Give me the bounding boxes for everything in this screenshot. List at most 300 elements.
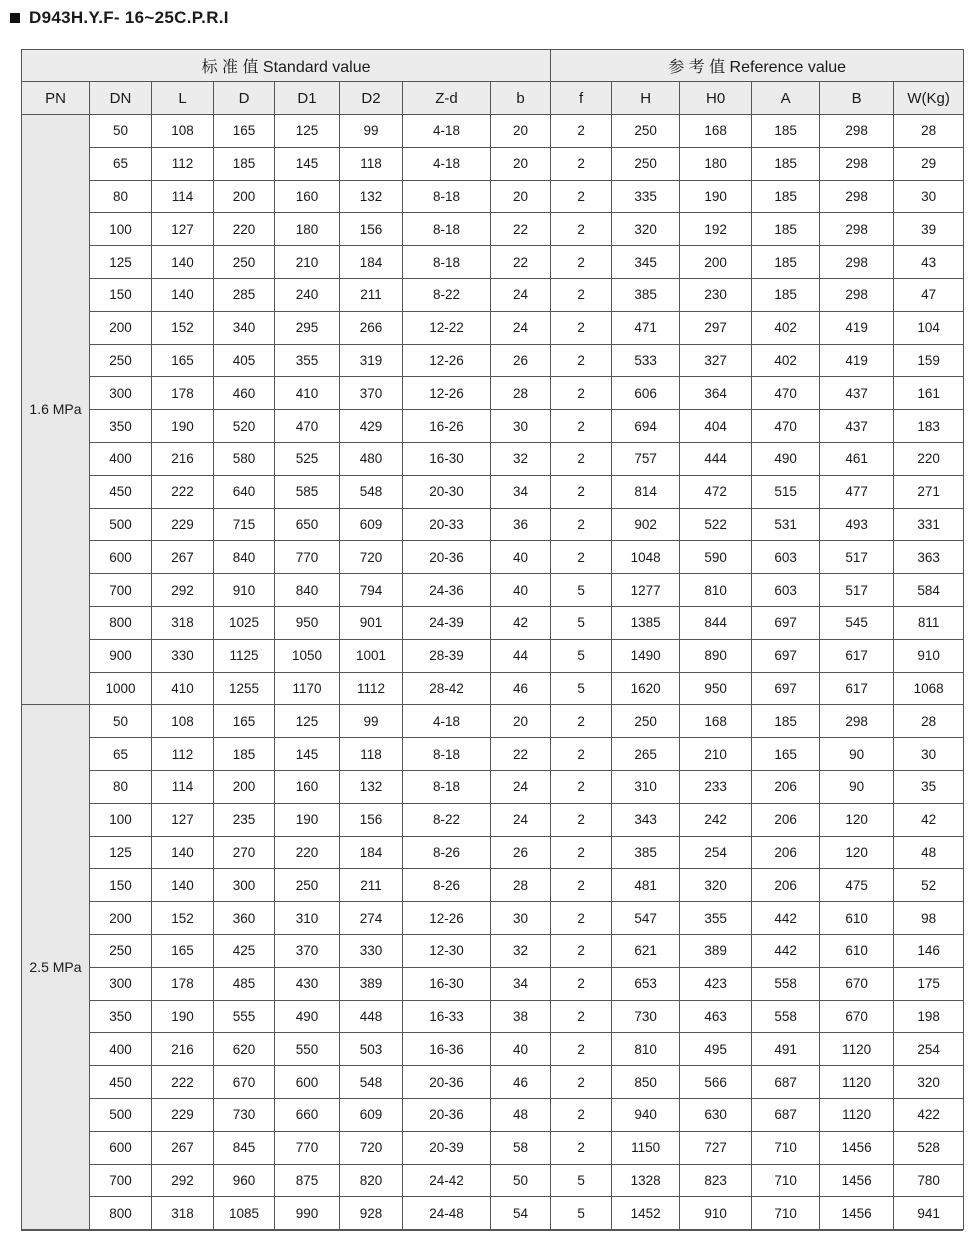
table-cell: 161 (894, 377, 964, 410)
table-cell: 250 (612, 147, 680, 180)
table-cell: 168 (680, 115, 752, 148)
table-cell: 99 (340, 115, 403, 148)
table-cell: 430 (275, 967, 340, 1000)
table-cell: 5 (551, 672, 612, 705)
table-row (22, 738, 964, 771)
table-cell: 30 (894, 738, 964, 771)
table-cell: 448 (340, 1000, 403, 1033)
table-cell: 160 (275, 770, 340, 803)
table-cell: 697 (752, 639, 820, 672)
table-cell: 1048 (612, 541, 680, 574)
table-cell: 600 (90, 1131, 152, 1164)
table-cell: 39 (894, 213, 964, 246)
table-cell: 610 (820, 902, 894, 935)
table-cell: 298 (820, 278, 894, 311)
table-cell: 34 (491, 475, 551, 508)
table-cell: 267 (152, 1131, 214, 1164)
table-cell: 481 (612, 869, 680, 902)
table-row (22, 213, 964, 246)
table-cell: 285 (214, 278, 275, 311)
table-cell: 330 (152, 639, 214, 672)
table-cell: 2 (551, 147, 612, 180)
table-cell: 24 (491, 770, 551, 803)
table-cell: 8-18 (403, 246, 491, 279)
table-cell: 1085 (214, 1197, 275, 1230)
table-cell: 902 (612, 508, 680, 541)
table-row (22, 902, 964, 935)
table-cell: 609 (340, 1098, 403, 1131)
table-cell: 610 (820, 934, 894, 967)
table-cell: 630 (680, 1098, 752, 1131)
table-cell: 310 (275, 902, 340, 935)
table-row (22, 1164, 964, 1197)
table-cell: 901 (340, 606, 403, 639)
table-cell: 1000 (90, 672, 152, 705)
table-cell: 22 (491, 246, 551, 279)
table-cell: 120 (820, 803, 894, 836)
title-text: D943H.Y.F- 16~25C.P.R.I (29, 8, 229, 27)
table-cell: 46 (491, 1066, 551, 1099)
table-cell: 206 (752, 836, 820, 869)
table-cell: 650 (275, 508, 340, 541)
table-cell: 32 (491, 934, 551, 967)
table-cell: 42 (491, 606, 551, 639)
column-header: L (152, 82, 214, 115)
table-cell: 875 (275, 1164, 340, 1197)
table-cell: 206 (752, 803, 820, 836)
table-cell: 800 (90, 1197, 152, 1230)
table-cell: 823 (680, 1164, 752, 1197)
table-cell: 28 (894, 115, 964, 148)
table-cell: 470 (275, 410, 340, 443)
table-cell: 2 (551, 213, 612, 246)
table-cell: 12-26 (403, 902, 491, 935)
table-cell: 840 (275, 574, 340, 607)
table-cell: 400 (90, 1033, 152, 1066)
table-cell: 270 (214, 836, 275, 869)
table-cell: 491 (752, 1033, 820, 1066)
table-cell: 600 (90, 541, 152, 574)
table-cell: 200 (214, 180, 275, 213)
table-cell: 558 (752, 967, 820, 1000)
table-cell: 520 (214, 410, 275, 443)
table-cell: 52 (894, 869, 964, 902)
table-cell: 525 (275, 442, 340, 475)
table-row (22, 508, 964, 541)
table-cell: 8-18 (403, 738, 491, 771)
table-cell: 16-30 (403, 967, 491, 1000)
table-cell: 216 (152, 1033, 214, 1066)
table-cell: 1120 (820, 1066, 894, 1099)
table-cell: 5 (551, 1197, 612, 1230)
table-cell: 720 (340, 1131, 403, 1164)
column-header-row (22, 82, 964, 115)
table-cell: 700 (90, 1164, 152, 1197)
table-cell: 585 (275, 475, 340, 508)
table-cell: 1150 (612, 1131, 680, 1164)
table-cell: 254 (680, 836, 752, 869)
table-cell: 2 (551, 869, 612, 902)
table-cell: 20 (491, 147, 551, 180)
table-cell: 419 (820, 344, 894, 377)
table-cell: 46 (491, 672, 551, 705)
table-cell: 190 (680, 180, 752, 213)
table-cell: 114 (152, 770, 214, 803)
table-cell: 1001 (340, 639, 403, 672)
table-cell: 28-39 (403, 639, 491, 672)
table-cell: 547 (612, 902, 680, 935)
table-cell: 250 (275, 869, 340, 902)
table-cell: 2 (551, 1000, 612, 1033)
table-cell: 385 (612, 836, 680, 869)
table-cell: 80 (90, 180, 152, 213)
table-cell: 54 (491, 1197, 551, 1230)
table-cell: 58 (491, 1131, 551, 1164)
table-cell: 990 (275, 1197, 340, 1230)
table-cell: 12-22 (403, 311, 491, 344)
table-cell: 165 (152, 344, 214, 377)
table-cell: 242 (680, 803, 752, 836)
table-cell: 460 (214, 377, 275, 410)
table-cell: 240 (275, 278, 340, 311)
table-row (22, 377, 964, 410)
table-row (22, 1098, 964, 1131)
table-cell: 210 (275, 246, 340, 279)
table-cell: 98 (894, 902, 964, 935)
table-cell: 697 (752, 606, 820, 639)
table-cell: 168 (680, 705, 752, 738)
table-cell: 310 (612, 770, 680, 803)
table-cell: 229 (152, 1098, 214, 1131)
table-cell: 4-18 (403, 705, 491, 738)
table-cell: 206 (752, 770, 820, 803)
table-cell: 410 (152, 672, 214, 705)
table-cell: 360 (214, 902, 275, 935)
table-cell: 770 (275, 1131, 340, 1164)
table-cell: 1120 (820, 1033, 894, 1066)
table-cell: 185 (214, 147, 275, 180)
table-cell: 370 (340, 377, 403, 410)
table-row (22, 115, 964, 148)
table-cell: 125 (275, 705, 340, 738)
table-cell: 146 (894, 934, 964, 967)
table-cell: 165 (752, 738, 820, 771)
column-header: A (752, 82, 820, 115)
table-cell: 2 (551, 934, 612, 967)
table-cell: 475 (820, 869, 894, 902)
table-cell: 5 (551, 639, 612, 672)
table-cell: 40 (491, 574, 551, 607)
table-cell: 20 (491, 115, 551, 148)
table-cell: 620 (214, 1033, 275, 1066)
table-cell: 1068 (894, 672, 964, 705)
table-cell: 950 (680, 672, 752, 705)
table-cell: 16-33 (403, 1000, 491, 1033)
table-cell: 320 (612, 213, 680, 246)
table-cell: 1456 (820, 1197, 894, 1230)
table-row (22, 246, 964, 279)
table-cell: 274 (340, 902, 403, 935)
table-cell: 8-18 (403, 180, 491, 213)
table-cell: 710 (752, 1164, 820, 1197)
table-cell: 295 (275, 311, 340, 344)
column-header: DN (90, 82, 152, 115)
table-cell: 190 (275, 803, 340, 836)
table-cell: 200 (90, 902, 152, 935)
table-cell: 370 (275, 934, 340, 967)
table-cell: 545 (820, 606, 894, 639)
table-cell: 114 (152, 180, 214, 213)
table-row (22, 147, 964, 180)
column-header: D1 (275, 82, 340, 115)
square-bullet-icon (10, 13, 20, 23)
table-cell: 2 (551, 115, 612, 148)
table-body (22, 115, 964, 1230)
table-cell: 480 (340, 442, 403, 475)
table-cell: 140 (152, 278, 214, 311)
table-cell: 820 (340, 1164, 403, 1197)
table-cell: 40 (491, 541, 551, 574)
table-row (22, 934, 964, 967)
table-row (22, 803, 964, 836)
table-cell: 609 (340, 508, 403, 541)
table-cell: 185 (752, 246, 820, 279)
table-cell: 4-18 (403, 147, 491, 180)
table-cell: 941 (894, 1197, 964, 1230)
table-cell: 132 (340, 770, 403, 803)
table-cell: 2 (551, 410, 612, 443)
table-cell: 727 (680, 1131, 752, 1164)
table-cell: 22 (491, 738, 551, 771)
table-cell: 1456 (820, 1131, 894, 1164)
table-cell: 500 (90, 1098, 152, 1131)
table-cell: 558 (752, 1000, 820, 1033)
table-cell: 566 (680, 1066, 752, 1099)
table-cell: 250 (90, 344, 152, 377)
table-cell: 254 (894, 1033, 964, 1066)
table-cell: 36 (491, 508, 551, 541)
table-cell: 389 (340, 967, 403, 1000)
table-cell: 183 (894, 410, 964, 443)
table-cell: 292 (152, 574, 214, 607)
table-cell: 363 (894, 541, 964, 574)
table-cell: 156 (340, 213, 403, 246)
table-cell: 1170 (275, 672, 340, 705)
table-cell: 1277 (612, 574, 680, 607)
table-cell: 185 (752, 705, 820, 738)
table-cell: 2 (551, 770, 612, 803)
table-cell: 590 (680, 541, 752, 574)
table-cell: 108 (152, 115, 214, 148)
table-cell: 235 (214, 803, 275, 836)
table-cell: 2 (551, 967, 612, 1000)
table-cell: 389 (680, 934, 752, 967)
table-cell: 780 (894, 1164, 964, 1197)
group-header-row (22, 50, 964, 82)
table-cell: 211 (340, 869, 403, 902)
table-row (22, 1066, 964, 1099)
table-cell: 300 (90, 967, 152, 1000)
table-cell: 687 (752, 1098, 820, 1131)
table-cell: 150 (90, 869, 152, 902)
table-cell: 185 (752, 278, 820, 311)
column-header: B (820, 82, 894, 115)
table-cell: 120 (820, 836, 894, 869)
table-cell: 43 (894, 246, 964, 279)
table-cell: 2 (551, 836, 612, 869)
table-cell: 355 (275, 344, 340, 377)
table-row (22, 311, 964, 344)
table-cell: 140 (152, 246, 214, 279)
column-header: f (551, 82, 612, 115)
table-cell: 50 (491, 1164, 551, 1197)
table-cell: 470 (752, 410, 820, 443)
table-cell: 118 (340, 738, 403, 771)
table-cell: 2 (551, 541, 612, 574)
table-cell: 108 (152, 705, 214, 738)
table-row (22, 442, 964, 475)
table-cell: 343 (612, 803, 680, 836)
table-cell: 40 (491, 1033, 551, 1066)
table-cell: 229 (152, 508, 214, 541)
spec-table (21, 49, 964, 1230)
standard-value-header: 标 准 值 Standard value (22, 50, 551, 82)
table-cell: 405 (214, 344, 275, 377)
table-cell: 5 (551, 574, 612, 607)
table-cell: 65 (90, 147, 152, 180)
table-cell: 490 (275, 1000, 340, 1033)
table-cell: 603 (752, 541, 820, 574)
table-cell: 24-42 (403, 1164, 491, 1197)
table-cell: 200 (90, 311, 152, 344)
table-cell: 20-36 (403, 1098, 491, 1131)
table-cell: 653 (612, 967, 680, 1000)
table-cell: 2 (551, 1131, 612, 1164)
table-cell: 670 (820, 967, 894, 1000)
table-cell: 20-30 (403, 475, 491, 508)
table-cell: 940 (612, 1098, 680, 1131)
table-row (22, 410, 964, 443)
table-cell: 26 (491, 344, 551, 377)
table-row (22, 1000, 964, 1033)
table-cell: 24-48 (403, 1197, 491, 1230)
table-cell: 2 (551, 902, 612, 935)
table-cell: 845 (214, 1131, 275, 1164)
table-cell: 477 (820, 475, 894, 508)
table-cell: 402 (752, 311, 820, 344)
table-row (22, 672, 964, 705)
table-cell: 90 (820, 738, 894, 771)
table-cell: 910 (894, 639, 964, 672)
table-cell: 340 (214, 311, 275, 344)
table-cell: 185 (752, 115, 820, 148)
table-row (22, 770, 964, 803)
table-cell: 99 (340, 705, 403, 738)
table-cell: 330 (340, 934, 403, 967)
table-cell: 2 (551, 377, 612, 410)
table-cell: 794 (340, 574, 403, 607)
table-row (22, 1033, 964, 1066)
table-cell: 2 (551, 1066, 612, 1099)
column-header: H (612, 82, 680, 115)
table-cell: 28 (894, 705, 964, 738)
table-cell: 900 (90, 639, 152, 672)
table-cell: 471 (612, 311, 680, 344)
table-cell: 318 (152, 1197, 214, 1230)
table-cell: 125 (90, 246, 152, 279)
table-cell: 180 (680, 147, 752, 180)
table-cell: 600 (275, 1066, 340, 1099)
table-cell: 1025 (214, 606, 275, 639)
table-cell: 159 (894, 344, 964, 377)
table-cell: 770 (275, 541, 340, 574)
table-cell: 200 (680, 246, 752, 279)
table-cell: 271 (894, 475, 964, 508)
table-cell: 29 (894, 147, 964, 180)
table-cell: 1112 (340, 672, 403, 705)
table-row (22, 180, 964, 213)
table-row (22, 278, 964, 311)
table-cell: 125 (275, 115, 340, 148)
table-cell: 450 (90, 1066, 152, 1099)
table-cell: 233 (680, 770, 752, 803)
table-cell: 152 (152, 311, 214, 344)
table-cell: 960 (214, 1164, 275, 1197)
table-cell: 1490 (612, 639, 680, 672)
table-cell: 2 (551, 278, 612, 311)
table-cell: 528 (894, 1131, 964, 1164)
table-cell: 30 (491, 410, 551, 443)
table-cell: 515 (752, 475, 820, 508)
table-cell: 318 (152, 606, 214, 639)
table-cell: 319 (340, 344, 403, 377)
table-cell: 20-33 (403, 508, 491, 541)
table-row (22, 475, 964, 508)
table-cell: 35 (894, 770, 964, 803)
table-row (22, 639, 964, 672)
bottom-rule (21, 1229, 963, 1231)
table-cell: 850 (612, 1066, 680, 1099)
table-cell: 531 (752, 508, 820, 541)
table-cell: 125 (90, 836, 152, 869)
table-cell: 24-39 (403, 606, 491, 639)
table-cell: 910 (680, 1197, 752, 1230)
table-cell: 355 (680, 902, 752, 935)
table-cell: 687 (752, 1066, 820, 1099)
table-cell: 211 (340, 278, 403, 311)
table-cell: 160 (275, 180, 340, 213)
table-cell: 267 (152, 541, 214, 574)
table-cell: 910 (214, 574, 275, 607)
table-cell: 710 (752, 1197, 820, 1230)
table-cell: 8-18 (403, 213, 491, 246)
table-row (22, 836, 964, 869)
table-cell: 28 (491, 869, 551, 902)
table-cell: 250 (612, 115, 680, 148)
table-cell: 300 (214, 869, 275, 902)
table-row (22, 541, 964, 574)
table-cell: 327 (680, 344, 752, 377)
table-cell: 140 (152, 836, 214, 869)
table-cell: 26 (491, 836, 551, 869)
table-cell: 5 (551, 606, 612, 639)
table-cell: 112 (152, 738, 214, 771)
table-cell: 48 (894, 836, 964, 869)
table-cell: 16-30 (403, 442, 491, 475)
table-cell: 44 (491, 639, 551, 672)
table-cell: 50 (90, 705, 152, 738)
table-cell: 132 (340, 180, 403, 213)
